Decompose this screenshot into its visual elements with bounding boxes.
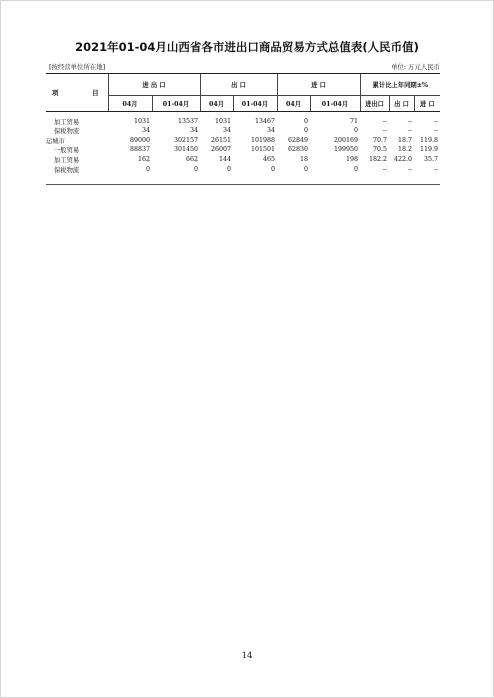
row-label: 加工贸易 — [54, 157, 80, 165]
table-cell: -- — [407, 127, 413, 135]
row-label: 一般贸易 — [54, 147, 80, 155]
table-cell: 13467 — [254, 117, 276, 125]
table-body — [46, 112, 440, 174]
table-row — [46, 145, 440, 155]
table-cell: 302157 — [173, 136, 198, 144]
table-cell: 0 — [304, 127, 309, 135]
group-header-export: 出 口 — [200, 74, 277, 96]
table-cell: -- — [407, 117, 413, 125]
table-cell: -- — [433, 165, 439, 173]
subheader-ie-ytd: 01-04月 — [152, 96, 200, 112]
table-cell: 101988 — [250, 136, 276, 144]
table-cell: 199950 — [333, 146, 359, 154]
table-cell: 198 — [346, 156, 359, 164]
table-cell: 34 — [189, 127, 198, 135]
table-cell: 18.2 — [398, 146, 413, 154]
subheader-im-month: 04月 — [277, 96, 310, 112]
table-cell: 18.7 — [398, 136, 413, 144]
table-cell: 89000 — [129, 136, 150, 144]
item-column-header — [46, 74, 108, 112]
table-cell: 662 — [185, 156, 198, 164]
subheader-growth-ie: 进出口 — [360, 96, 389, 112]
table-cell: 34 — [141, 127, 150, 135]
table-cell: 144 — [218, 156, 231, 164]
table-row — [46, 112, 440, 127]
table-cell: 0 — [304, 165, 309, 173]
table-cell: -- — [433, 117, 439, 125]
group-header-yoy-growth: 累计比上年同期±% — [360, 74, 440, 96]
table-row — [46, 136, 440, 146]
location-basis-note: [按经营单位所在地] — [49, 63, 106, 71]
subheader-growth-ex: 出 口 — [389, 96, 414, 112]
page-number: 14 — [241, 651, 253, 661]
table-row — [46, 164, 440, 174]
table-cell: 182.2 — [369, 156, 388, 164]
page-title: 2021年01-04月山西省各市进出口商品贸易方式总值表(人民币值) — [75, 40, 419, 54]
table-cell: 13537 — [177, 117, 198, 125]
table-row — [46, 155, 440, 165]
table-cell: 0 — [304, 117, 309, 125]
table-cell: 119.8 — [420, 136, 439, 144]
row-label: 加工贸易 — [54, 118, 80, 126]
group-header-import-export: 进 出 口 — [108, 74, 200, 96]
unit-note: 单位: 万元人民币 — [391, 63, 440, 71]
table-cell: -- — [407, 165, 413, 173]
table-cell: 62849 — [287, 136, 309, 144]
table-cell: 71 — [350, 117, 359, 125]
table-cell: -- — [433, 127, 439, 135]
table-cell: 26007 — [210, 146, 231, 154]
table-cell: 34 — [222, 127, 231, 135]
subheader-ie-month: 04月 — [108, 96, 152, 112]
table-cell: 1031 — [133, 117, 150, 125]
table-cell: 162 — [137, 156, 150, 164]
table-cell: 119.9 — [420, 146, 439, 154]
table-bottom-rule — [46, 184, 440, 185]
table-cell: 34 — [267, 127, 276, 135]
table-cell: 0 — [193, 165, 198, 173]
table-cell: 1031 — [214, 117, 231, 125]
table-cell: -- — [382, 117, 388, 125]
table-cell: 88837 — [129, 146, 150, 154]
row-label: 保税物流 — [54, 128, 80, 136]
subheader-im-ytd: 01-04月 — [310, 96, 360, 112]
item-header-char-1: 项 — [52, 90, 59, 97]
table-cell: 0 — [354, 165, 359, 173]
table-cell: 35.7 — [424, 156, 439, 164]
trade-mode-table — [46, 73, 440, 174]
table-cell: 0 — [271, 165, 276, 173]
subheader-growth-im: 进 口 — [414, 96, 440, 112]
row-label: 保税物流 — [54, 166, 80, 174]
table-cell: 18 — [300, 156, 309, 164]
table-cell: 70.5 — [373, 146, 388, 154]
table-row — [46, 126, 440, 136]
subheader-ex-month: 04月 — [200, 96, 233, 112]
row-label: 运城市 — [46, 137, 65, 145]
table-cell: 422.0 — [394, 156, 413, 164]
item-header-char-2: 目 — [92, 90, 99, 97]
table-cell: 62830 — [287, 146, 309, 154]
subheader-ex-ytd: 01-04月 — [233, 96, 277, 112]
table-cell: 26151 — [210, 136, 231, 144]
table-cell: -- — [382, 127, 388, 135]
table-cell: 465 — [262, 156, 276, 164]
table-cell: 70.7 — [373, 136, 388, 144]
table-cell: 0 — [145, 165, 150, 173]
table-cell: 101501 — [250, 146, 276, 154]
table-cell: 200169 — [333, 136, 359, 144]
table-cell: 0 — [354, 127, 359, 135]
table-cell: -- — [382, 165, 388, 173]
table-cell: 0 — [226, 165, 231, 173]
group-header-import: 进 口 — [277, 74, 360, 96]
table-cell: 301450 — [173, 146, 198, 154]
